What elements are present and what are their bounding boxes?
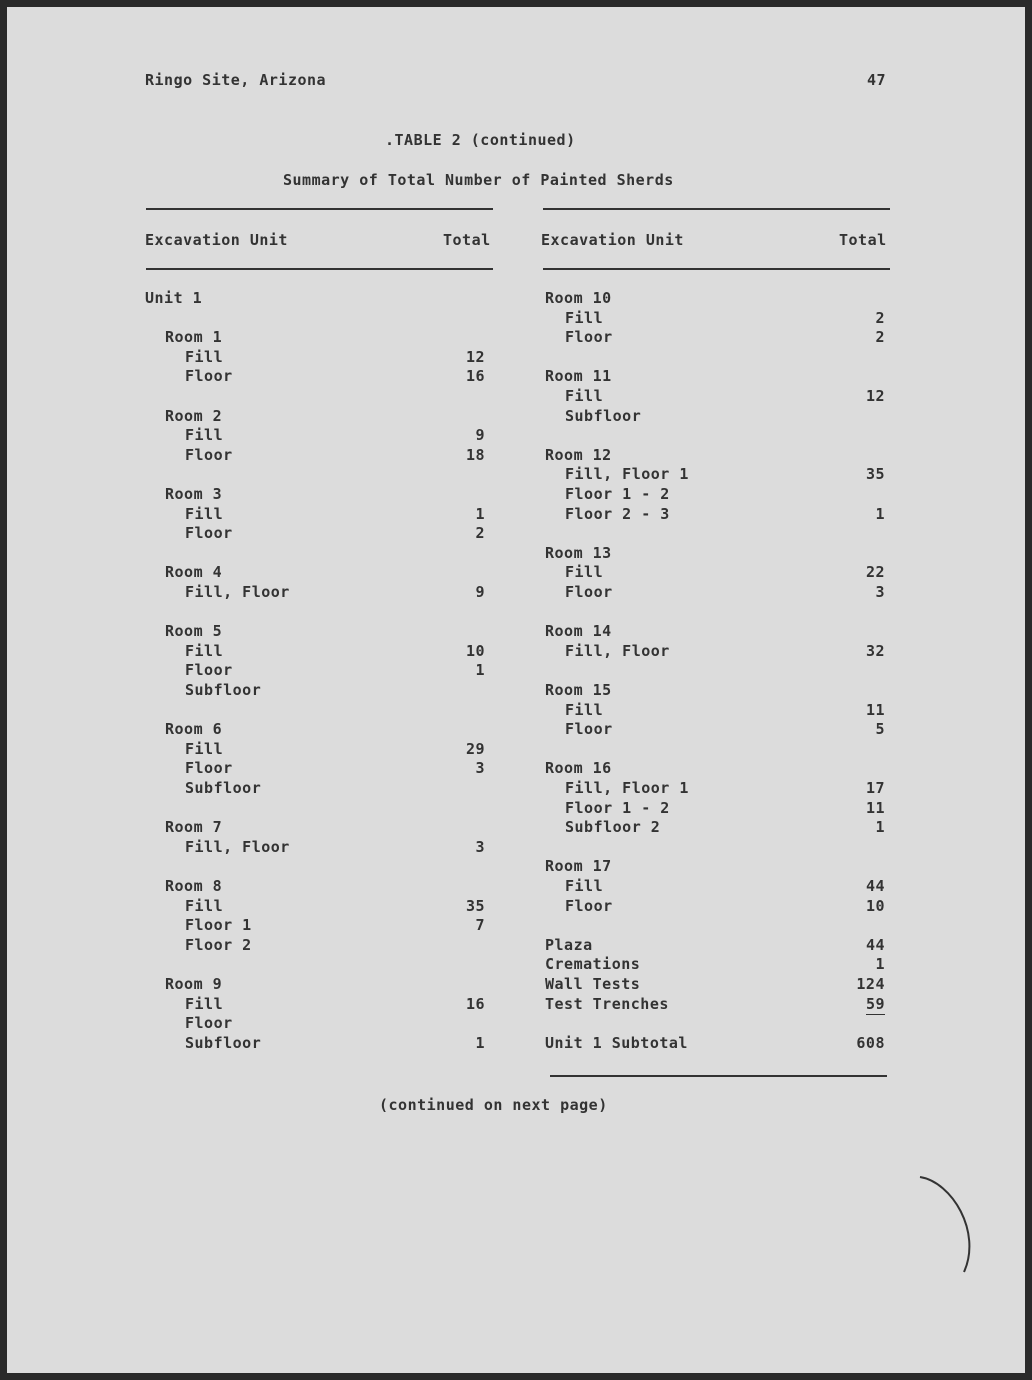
table-spacer: [545, 740, 885, 760]
table-row: [545, 642, 885, 662]
row-label: Fill: [565, 563, 604, 582]
row-label: Fill, Floor: [185, 837, 290, 856]
row-label: Fill: [185, 994, 224, 1013]
row-total: 3: [475, 837, 485, 856]
table-row: [545, 387, 885, 407]
row-label: Room 12: [545, 445, 612, 464]
table-row: [545, 936, 885, 956]
row-total: 608: [856, 1033, 885, 1052]
row-label: Room 10: [545, 289, 612, 307]
row-label: Fill: [185, 504, 224, 523]
table-spacer: [145, 465, 485, 485]
table-spacer: [145, 309, 485, 329]
row-total: 1: [875, 504, 885, 523]
row-label: Floor 1 - 2: [565, 798, 670, 817]
row-label: Fill: [565, 877, 604, 895]
table-row: [545, 681, 885, 701]
table-spacer: [145, 701, 485, 721]
row-label: Room 16: [545, 759, 612, 778]
table-row: [145, 661, 485, 681]
table-spacer: [145, 544, 485, 564]
right-col-header-unit: Excavation Unit: [541, 231, 684, 249]
row-label: Floor 2 - 3: [565, 504, 670, 523]
row-label: Floor: [565, 720, 613, 739]
row-label: Fill: [185, 739, 224, 758]
row-total: 1: [475, 504, 485, 523]
row-total: 29: [465, 739, 485, 758]
row-total: 11: [865, 700, 885, 719]
row-total: 2: [475, 524, 485, 543]
row-total: 3: [875, 583, 885, 601]
row-total: 44: [865, 877, 885, 895]
table-row: [545, 465, 885, 485]
row-total: 10: [465, 641, 485, 660]
row-label: Room 7: [165, 818, 223, 837]
table-row: [145, 818, 485, 838]
row-label: Room 4: [165, 563, 223, 582]
row-total: 35: [465, 896, 485, 915]
row-label: Subfloor: [185, 681, 262, 699]
table-row: [545, 446, 885, 466]
table-row: [545, 701, 885, 721]
table-row: [145, 642, 485, 662]
row-total: 16: [465, 994, 485, 1013]
table-spacer: [545, 661, 885, 681]
row-label: Fill, Floor 1: [565, 779, 689, 797]
row-total: 9: [475, 426, 485, 445]
table-row: [545, 955, 885, 975]
row-total: 10: [865, 896, 885, 915]
row-total: 1: [475, 661, 485, 680]
row-label: Room 5: [165, 622, 223, 641]
row-label: Unit 1 Subtotal: [545, 1033, 688, 1052]
table-row: [545, 818, 885, 838]
table-row: [145, 681, 485, 701]
table-row: [545, 407, 885, 427]
table-row: [145, 348, 485, 368]
table-row: [145, 426, 485, 446]
table-row: [145, 975, 485, 995]
table-row: [545, 1034, 885, 1054]
table-row: [545, 289, 885, 309]
row-label: Test Trenches: [545, 994, 669, 1013]
row-label: Fill: [185, 896, 224, 915]
row-total: 18: [465, 445, 485, 464]
row-label: Room 14: [545, 622, 612, 641]
subtotal-rule: [550, 1075, 887, 1077]
page-number: 47: [867, 71, 887, 89]
row-label: Floor: [185, 759, 233, 778]
row-total: 2: [875, 308, 885, 327]
row-label: Room 3: [165, 485, 223, 503]
row-label: Room 8: [165, 877, 223, 895]
table-row: [145, 779, 485, 799]
table-row: [545, 583, 885, 603]
row-total: 7: [475, 916, 485, 935]
row-label: Fill: [565, 387, 604, 405]
row-total: 1: [875, 955, 885, 974]
table-row: [545, 877, 885, 897]
table-row: [545, 720, 885, 740]
left-col-header-total: Total: [443, 231, 491, 249]
table-title: .TABLE 2 (continued): [385, 131, 576, 149]
table-spacer: [545, 524, 885, 544]
row-total: 35: [865, 465, 885, 484]
table-row: [545, 995, 885, 1015]
table-row: [545, 544, 885, 564]
row-label: Subfloor: [185, 779, 262, 797]
row-label: Subfloor: [185, 1033, 262, 1052]
row-total: 3: [475, 759, 485, 778]
table-row: [145, 1014, 485, 1034]
row-label: Unit 1: [145, 289, 203, 307]
row-total: 12: [865, 387, 885, 405]
row-label: Subfloor: [565, 406, 642, 425]
row-total: 124: [856, 975, 885, 993]
row-label: Floor: [185, 524, 233, 543]
left-header-rule: [146, 268, 493, 270]
pencil-mark-icon: [912, 1172, 982, 1282]
right-col-header-total: Total: [839, 231, 887, 249]
row-label: Floor 1: [185, 916, 252, 935]
row-total: 44: [865, 935, 885, 954]
table-row: [145, 936, 485, 956]
row-total: 59: [865, 994, 885, 1013]
table-row: [545, 759, 885, 779]
table-row: [145, 740, 485, 760]
table-row: [145, 407, 485, 427]
continued-note: (continued on next page): [379, 1096, 608, 1114]
row-label: Fill: [565, 700, 604, 719]
row-label: Cremations: [545, 955, 641, 974]
row-label: Floor 1 - 2: [565, 485, 670, 503]
table-row: [145, 622, 485, 642]
row-label: Floor 2: [185, 935, 252, 954]
row-label: Fill, Floor: [185, 583, 290, 601]
table-row: [145, 759, 485, 779]
table-row: [545, 975, 885, 995]
table-spacer: [545, 426, 885, 446]
table-row: [545, 485, 885, 505]
left-col-header-unit: Excavation Unit: [145, 231, 288, 249]
row-label: Room 11: [545, 367, 612, 386]
row-label: Subfloor 2: [565, 818, 661, 837]
table-row: [145, 583, 485, 603]
table-row: [545, 505, 885, 525]
row-total: 1: [875, 818, 885, 837]
table-subtitle: Summary of Total Number of Painted Sherds: [283, 171, 674, 189]
row-total: 11: [865, 798, 885, 817]
row-total: 17: [865, 779, 885, 797]
table-row: [145, 446, 485, 466]
table-row: [145, 563, 485, 583]
row-label: Room 13: [545, 543, 612, 562]
table-row: [145, 720, 485, 740]
table-spacer: [545, 1014, 885, 1034]
row-label: Room 17: [545, 857, 612, 876]
left-top-rule: [146, 208, 493, 210]
table-spacer: [545, 348, 885, 368]
row-label: Plaza: [545, 935, 593, 954]
row-label: Floor: [185, 661, 233, 680]
row-label: Room 15: [545, 681, 612, 699]
row-total: 32: [865, 641, 885, 660]
table-row: [145, 1034, 485, 1054]
table-row: [545, 367, 885, 387]
table-row: [545, 779, 885, 799]
row-label: Floor: [565, 328, 613, 347]
row-label: Floor: [565, 583, 613, 601]
right-header-rule: [543, 268, 890, 270]
table-spacer: [145, 955, 485, 975]
row-total: 16: [465, 367, 485, 386]
row-total: 2: [875, 328, 885, 347]
row-label: Floor: [185, 367, 233, 386]
table-row: [145, 485, 485, 505]
row-label: Fill: [185, 641, 224, 660]
row-total: 1: [475, 1033, 485, 1052]
table-spacer: [145, 603, 485, 623]
row-label: Wall Tests: [545, 975, 641, 993]
row-label: Floor: [565, 896, 613, 915]
table-row: [145, 995, 485, 1015]
table-row: [145, 897, 485, 917]
table-spacer: [145, 799, 485, 819]
table-row: [145, 367, 485, 387]
table-row: [145, 838, 485, 858]
row-total: 5: [875, 720, 885, 739]
table-row: [145, 877, 485, 897]
table-row: [545, 857, 885, 877]
row-label: Room 2: [165, 406, 223, 425]
right-top-rule: [543, 208, 890, 210]
row-label: Room 9: [165, 975, 223, 993]
running-head: Ringo Site, Arizona: [145, 71, 327, 89]
table-spacer: [545, 603, 885, 623]
row-label: Room 6: [165, 720, 223, 739]
row-label: Floor: [185, 1014, 233, 1033]
table-row: [545, 622, 885, 642]
document-page: [7, 7, 1025, 1373]
table-row: [545, 328, 885, 348]
row-label: Fill: [565, 308, 604, 327]
table-row: [145, 524, 485, 544]
table-row: [145, 328, 485, 348]
row-total: 22: [865, 563, 885, 582]
table-row: [545, 563, 885, 583]
row-label: Fill, Floor 1: [565, 465, 689, 484]
table-spacer: [145, 387, 485, 407]
table-row: [145, 505, 485, 525]
row-label: Fill: [185, 347, 224, 366]
table-row: [145, 289, 485, 309]
row-total: 9: [475, 583, 485, 601]
table-row: [145, 916, 485, 936]
table-row: [545, 799, 885, 819]
row-label: Fill: [185, 426, 224, 445]
table-spacer: [545, 838, 885, 858]
row-label: Floor: [185, 445, 233, 464]
row-label: Room 1: [165, 328, 223, 347]
table-spacer: [145, 857, 485, 877]
row-total: 12: [465, 347, 485, 366]
table-row: [545, 897, 885, 917]
row-label: Fill, Floor: [565, 641, 670, 660]
table-spacer: [545, 916, 885, 936]
table-row: [545, 309, 885, 329]
